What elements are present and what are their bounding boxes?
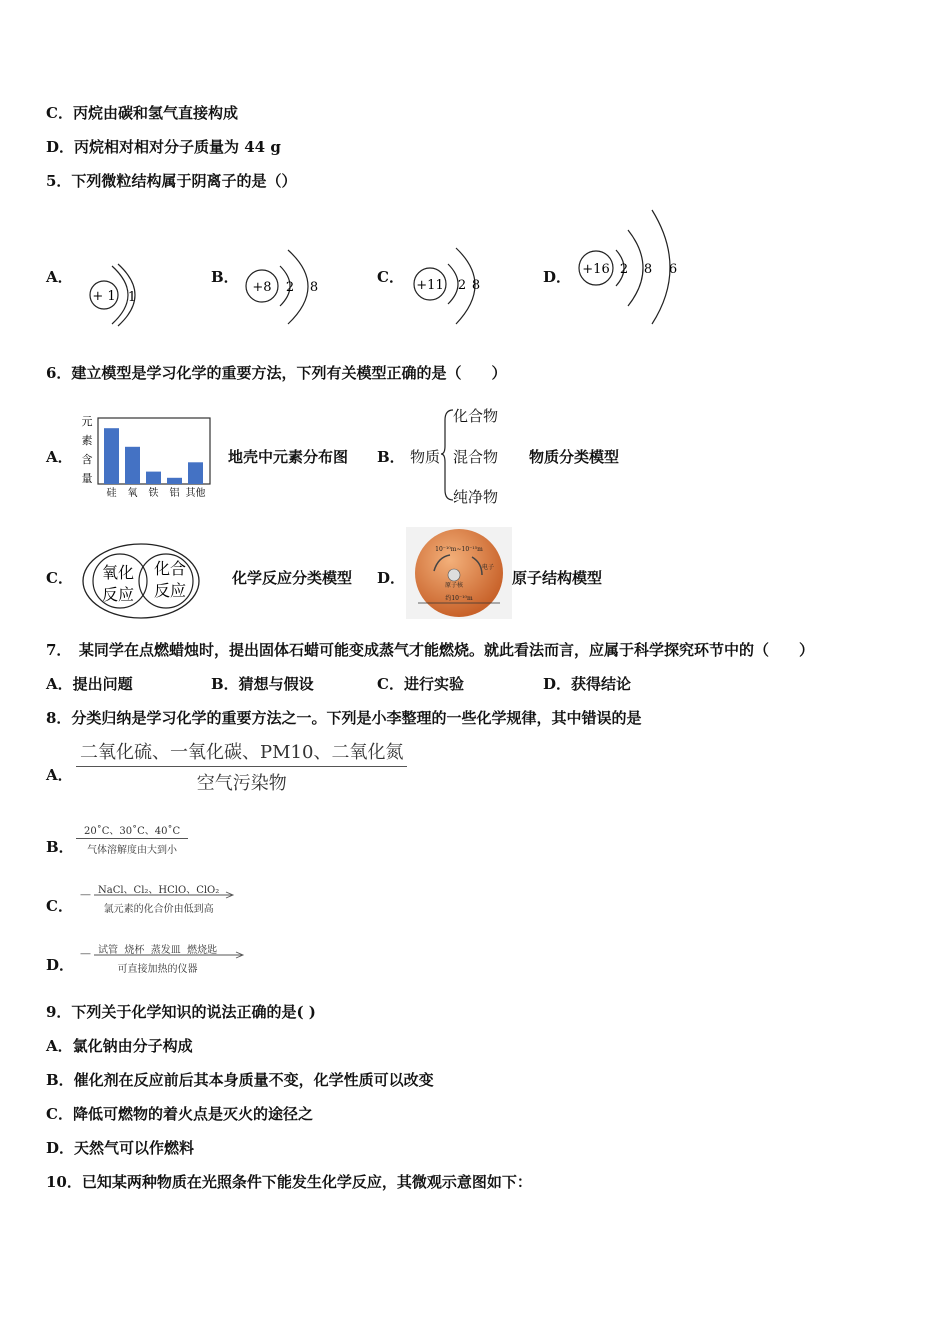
q8-b-top: 20˚C、30˚C、40˚C <box>76 822 188 839</box>
venn-left-1: 氧化 <box>101 563 135 582</box>
q8-option-a-label: A． <box>46 766 73 784</box>
venn-left-2: 反应 <box>101 585 135 604</box>
q6-stem: 6．建立模型是学习化学的重要方法，下列有关模型正确的是（ ） <box>46 364 507 382</box>
q5-option-a-label: A． <box>46 268 73 286</box>
q6-b-item-1: 化合物 <box>453 407 499 425</box>
bar-label-2: 氧 <box>127 488 138 499</box>
q5-atom-diagram-c <box>408 240 498 330</box>
q5-atom-diagram-a <box>84 258 154 330</box>
q8-d-bottom: 可直接加热的仪器 <box>117 964 198 975</box>
q6-c-caption: 化学反应分类模型 <box>232 569 353 587</box>
q6-option-c-label: C． <box>46 569 73 587</box>
q7-option-d: D．获得结论 <box>543 675 632 693</box>
q5-b-nucleus: +8 <box>252 280 272 295</box>
q5-c-nucleus: +11 <box>416 278 444 293</box>
chart-ylabel-2: 素 <box>81 434 93 447</box>
bar-label-1: 硅 <box>106 488 117 499</box>
q5-option-b-label: B． <box>211 268 239 286</box>
q8-option-c-label: C． <box>46 897 73 915</box>
q6-b-root: 物质 <box>410 448 441 466</box>
q6-b-item-3: 纯净物 <box>453 488 499 506</box>
chart-ylabel-4: 量 <box>81 472 93 485</box>
chart-ylabel-3: 含 <box>81 453 93 466</box>
bar-3 <box>146 472 161 484</box>
q8-c-bottom: 氯元素的化合价由低到高 <box>103 904 214 915</box>
q5-c-shell-2: 8 <box>471 278 481 293</box>
q6-option-d-label: D． <box>377 569 406 587</box>
q5-d-shell-2: 8 <box>643 262 653 277</box>
q6-a-caption: 地壳中元素分布图 <box>228 448 349 466</box>
q5-d-nucleus: +16 <box>582 262 610 277</box>
q4-option-d: D．丙烷相对相对分子质量为 44 g <box>46 138 281 156</box>
q7-option-c: C．进行实验 <box>377 675 464 693</box>
atom-top-text: 10⁻¹⁰m~10⁻¹⁵m <box>435 546 483 553</box>
q8-d-arrow <box>94 951 246 959</box>
venn-right-2: 反应 <box>153 581 187 600</box>
q9-stem: 9．下列关于化学知识的说法正确的是( ) <box>46 1003 316 1021</box>
bar-1 <box>104 428 119 484</box>
q5-atom-diagram-d <box>576 206 686 326</box>
bar-5 <box>188 462 203 484</box>
q5-a-nucleus: + 1 <box>92 289 116 304</box>
q9-option-d: D．天然气可以作燃料 <box>46 1139 195 1157</box>
q8-c-top: NaCl、Cl₂、HClO、ClO₂ <box>98 885 220 896</box>
bar-label-3: 铁 <box>148 488 159 499</box>
q8-stem: 8．分类归纳是学习化学的重要方法之一。下列是小李整理的一些化学规律，其中错误的是 <box>46 709 642 727</box>
q5-c-shell-1: 2 <box>457 278 467 293</box>
q8-c-dash: — <box>80 888 91 901</box>
q7-option-a: A．提出问题 <box>46 675 133 693</box>
q4-option-c: C．丙烷由碳和氢气直接构成 <box>46 104 238 122</box>
q7-stem: 7． 某同学在点燃蜡烛时，提出固体石蜡可能变成蒸气才能燃烧。就此看法而言，应属于科学探究环节中的（ ） <box>46 641 814 659</box>
q5-d-shell-1: 2 <box>619 262 629 277</box>
q6-b-caption: 物质分类模型 <box>529 448 620 466</box>
venn-right-1: 化合 <box>153 559 187 578</box>
q8-a-bottom: 空气污染物 <box>196 773 287 794</box>
q9-option-c: C．降低可燃物的着火点是灭火的途径之 <box>46 1105 313 1123</box>
q5-option-c-label: C． <box>377 268 404 286</box>
q8-a-fraction <box>76 738 407 795</box>
q9-option-a: A．氯化钠由分子构成 <box>46 1037 193 1055</box>
q5-option-d-label: D． <box>543 268 572 286</box>
q6-c-venn-diagram <box>80 541 202 621</box>
q5-a-shell-1: 1 <box>127 290 137 305</box>
bar-4 <box>167 478 182 484</box>
q5-atom-diagram-b <box>242 244 332 334</box>
q8-b-fraction <box>76 822 188 856</box>
q10-stem: 10．已知某两种物质在光照条件下能发生化学反应，其微观示意图如下： <box>46 1173 532 1191</box>
bar-label-4: 铝 <box>169 488 180 499</box>
q8-c-arrow <box>94 891 236 899</box>
q8-d-top: 试管 烧杯 蒸发皿 燃烧匙 <box>98 945 218 956</box>
q6-element-bar-chart <box>78 410 216 500</box>
bar-2 <box>125 447 140 484</box>
q8-a-top: 二氧化硫、一氧化碳、PM10、二氧化氮 <box>76 738 407 767</box>
q5-b-shell-2: 8 <box>309 280 319 295</box>
q8-b-bottom: 气体溶解度由大到小 <box>87 845 178 856</box>
q8-option-d-label: D． <box>46 956 75 974</box>
q6-option-a-label: A． <box>46 448 73 466</box>
q6-b-item-2: 混合物 <box>453 448 499 466</box>
q6-d-caption: 原子结构模型 <box>512 569 603 587</box>
q8-d-dash: — <box>80 947 91 960</box>
q6-d-atom-sphere <box>406 527 512 619</box>
atom-electron-text: 电子 <box>481 564 495 571</box>
q8-option-b-label: B． <box>46 838 74 856</box>
q5-b-shell-1: 2 <box>285 280 295 295</box>
bar-label-5: 其他 <box>185 488 206 499</box>
q9-option-b: B．催化剂在反应前后其本身质量不变，化学性质可以改变 <box>46 1071 434 1089</box>
atom-bottom-text: 约10⁻¹⁰m <box>445 595 473 602</box>
chart-ylabel-1: 元 <box>81 415 93 428</box>
q5-stem: 5．下列微粒结构属于阴离子的是（） <box>46 172 297 190</box>
q5-d-shell-3: 6 <box>668 262 678 277</box>
atom-nucleus-text: 原子核 <box>444 582 464 589</box>
q6-option-b-label: B． <box>377 448 405 466</box>
q7-option-b: B．猜想与假设 <box>211 675 314 693</box>
atom-nucleus <box>448 569 460 581</box>
